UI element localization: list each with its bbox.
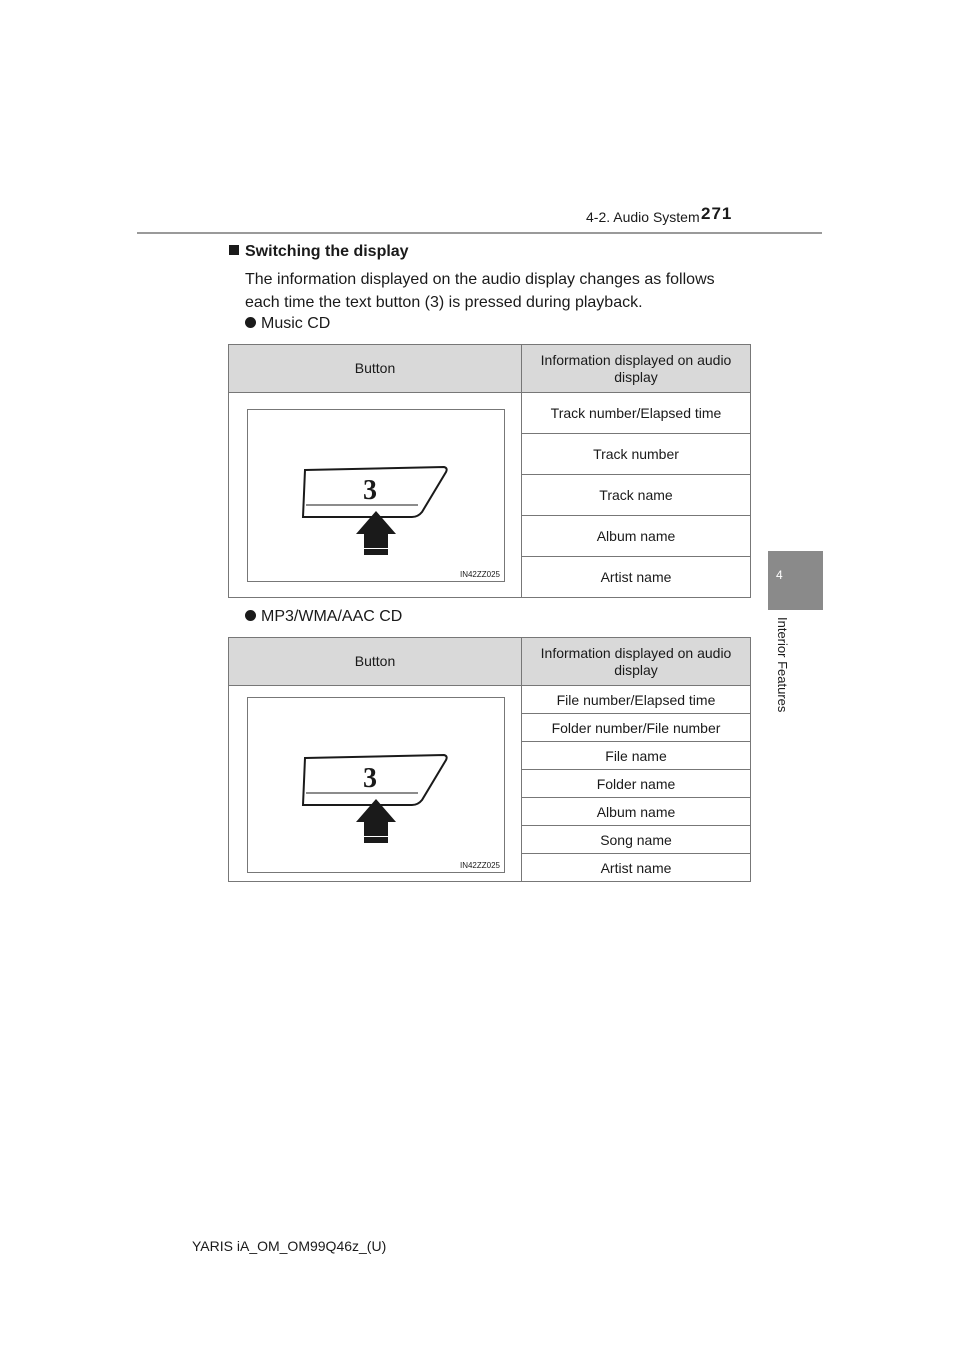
text-button-illustration	[247, 697, 505, 873]
table-header-button: Button	[229, 345, 522, 393]
section-title: 4-2. Audio System	[586, 209, 700, 225]
table-row: Track number	[522, 434, 751, 475]
footer-doc-id: YARIS iA_OM_OM99Q46z_(U)	[192, 1238, 387, 1254]
illustration-code: IN42ZZ025	[459, 570, 500, 579]
button-illustration-cell	[229, 393, 522, 598]
table-row: File name	[522, 742, 751, 770]
table-row: Folder number/File number	[522, 714, 751, 742]
table-mp3-cd	[228, 637, 751, 882]
table-row: Album name	[522, 798, 751, 826]
square-bullet-icon	[229, 245, 239, 255]
bullet-mp3-cd-text: MP3/WMA/AAC CD	[261, 608, 403, 625]
illustration-code: IN42ZZ025	[459, 861, 500, 870]
table-row: File number/Elapsed time	[522, 686, 751, 714]
page-number: 271	[701, 204, 733, 223]
bullet-dot-icon	[245, 317, 256, 328]
table-row: Track number/Elapsed time	[522, 393, 751, 434]
table-row: Song name	[522, 826, 751, 854]
section-heading-text: Switching the display	[245, 243, 409, 260]
table-row: Folder name	[522, 770, 751, 798]
button-illustration-cell	[229, 686, 522, 882]
chapter-tab-label: Interior Features	[775, 617, 790, 713]
section-heading	[229, 243, 409, 261]
bullet-dot-icon	[245, 610, 256, 621]
table-header-button: Button	[229, 638, 522, 686]
table-row: Album name	[522, 516, 751, 557]
paragraph-line-2: each time the text button (3) is pressed during playback.	[245, 294, 643, 311]
text-button-illustration	[247, 409, 505, 582]
table-music-cd	[228, 344, 751, 598]
table-header-info: Information displayed on audio display	[522, 638, 751, 686]
paragraph-line-1: The information displayed on the audio display changes as follows	[245, 271, 715, 288]
button-number-label: 3	[363, 475, 377, 506]
bullet-music-cd-text: Music CD	[261, 315, 331, 332]
table-row: Track name	[522, 475, 751, 516]
header-rule	[137, 232, 822, 234]
chapter-tab-number: 4	[776, 568, 783, 582]
table-row: Artist name	[522, 854, 751, 882]
table-header-info: Information displayed on audio display	[522, 345, 751, 393]
table-row: Artist name	[522, 557, 751, 598]
button-number-label: 3	[363, 763, 377, 794]
bullet-music-cd	[245, 315, 330, 333]
bullet-mp3-cd	[245, 608, 402, 626]
